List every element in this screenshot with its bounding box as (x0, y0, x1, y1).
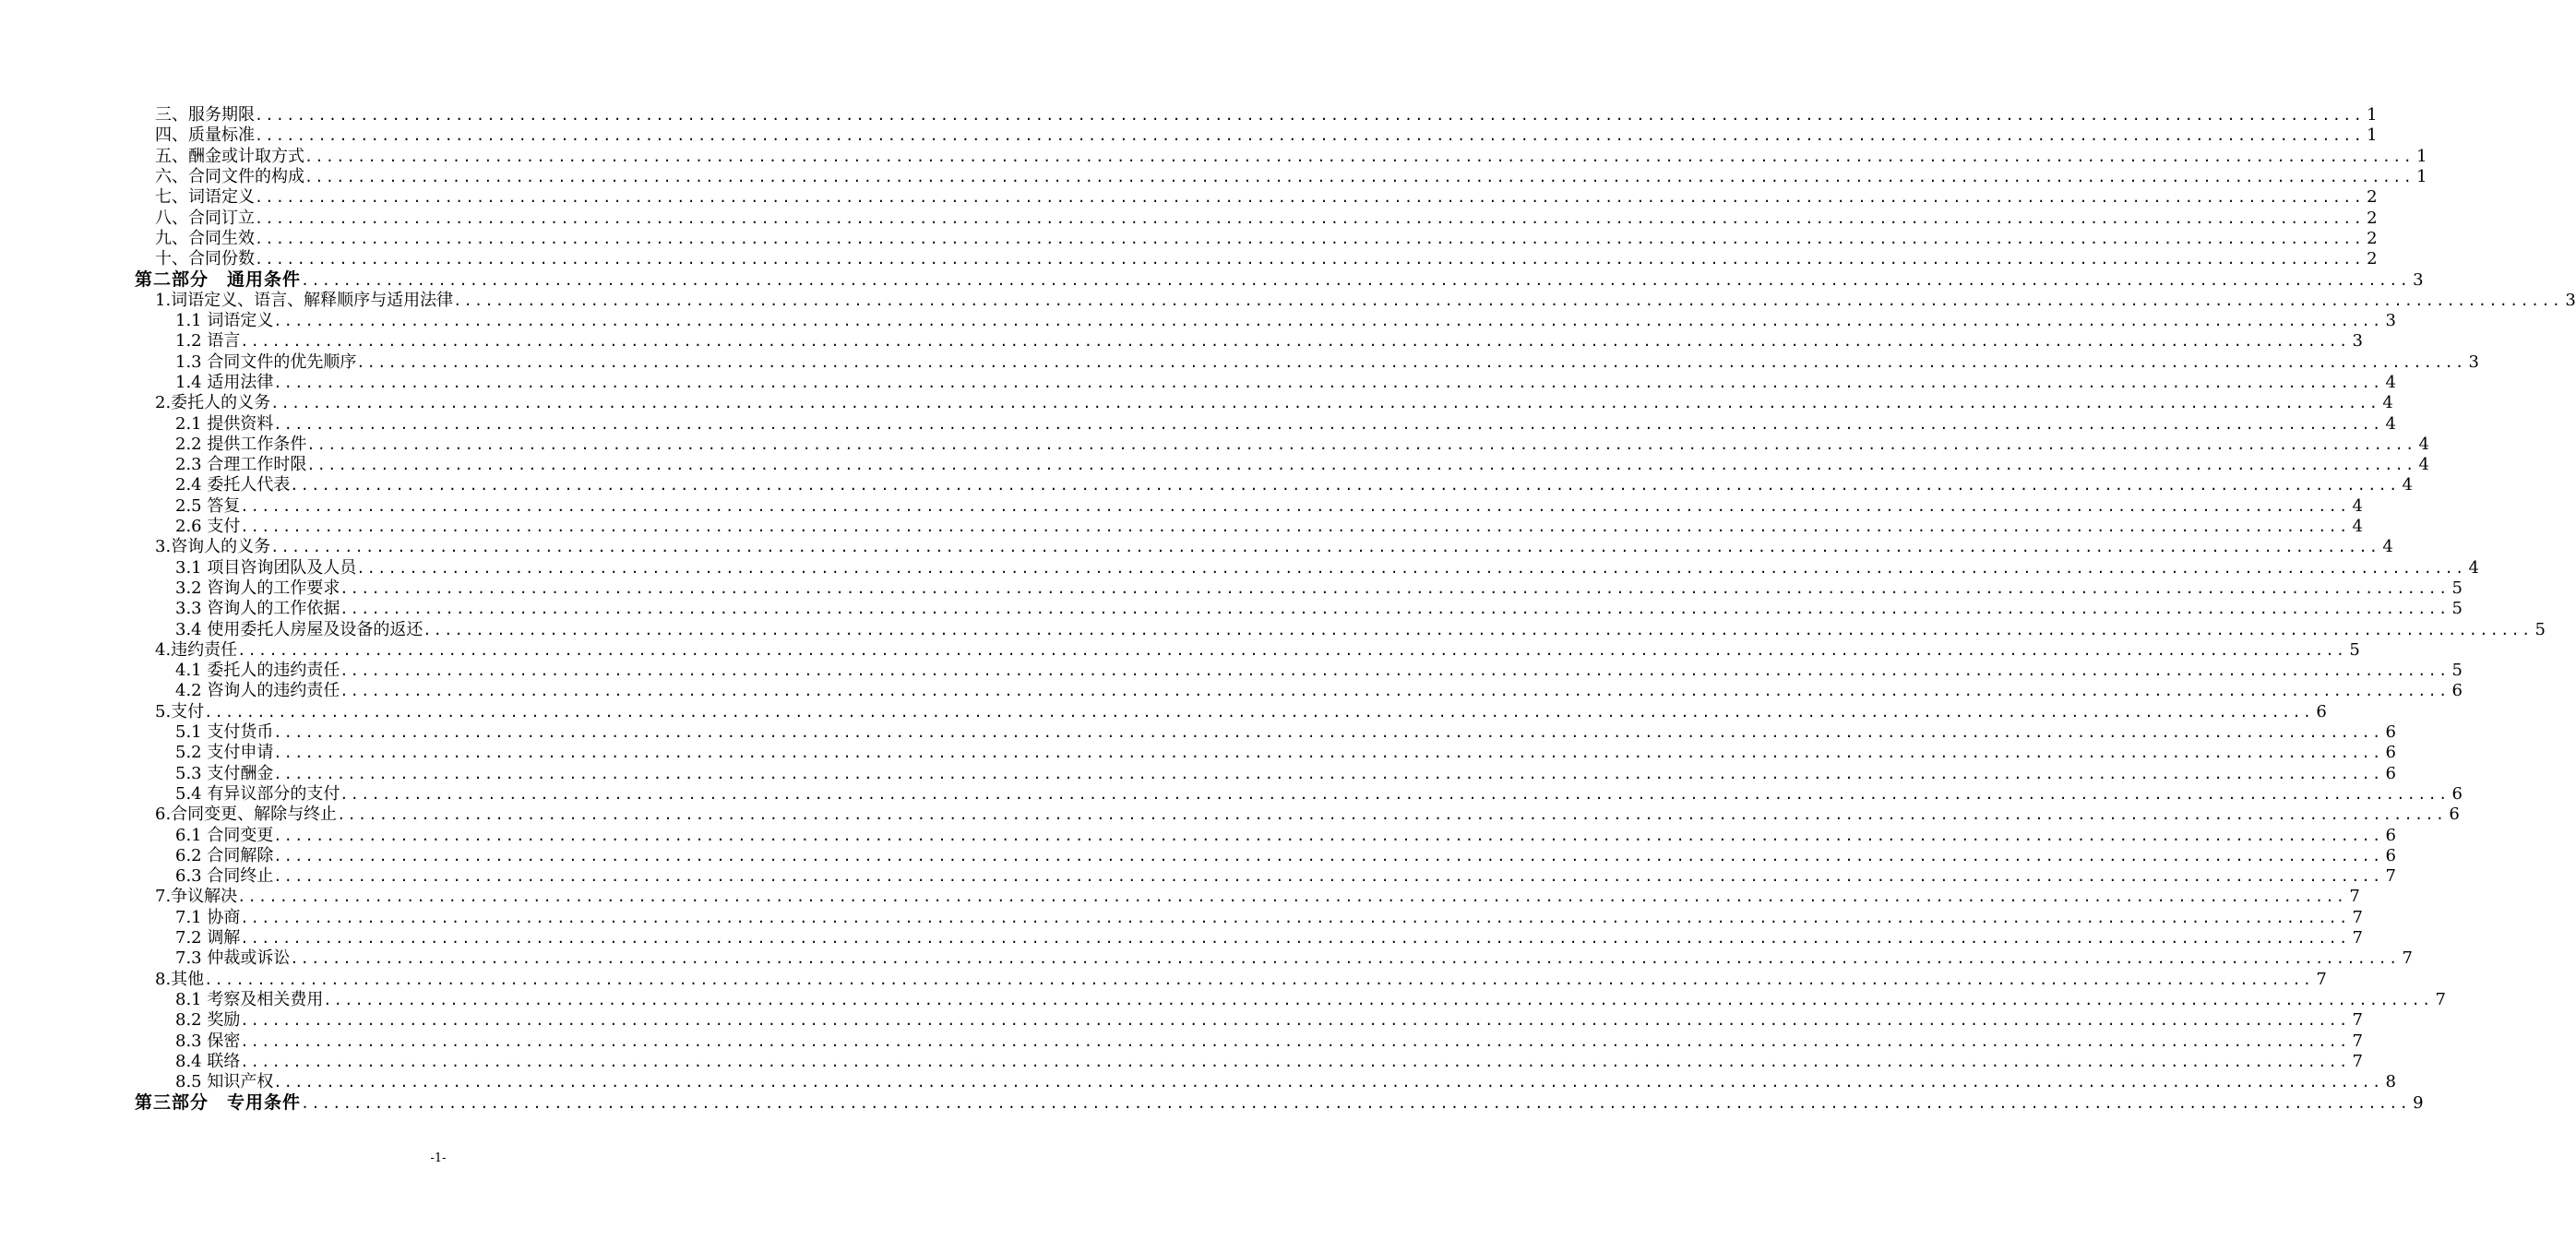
toc-entry[interactable] (175, 435, 2429, 455)
toc-entry[interactable] (175, 948, 2413, 969)
toc-entry[interactable] (175, 681, 2463, 701)
toc-entry-title: 十、合同份数 (155, 249, 255, 268)
toc-entry[interactable] (175, 1072, 2396, 1092)
toc-entry-title: 4.2 咨询人的违约责任 (175, 681, 340, 700)
toc-entry-page: 4 (2382, 537, 2393, 556)
toc-entry-title: 7.2 调解 (175, 928, 241, 948)
toc-entry-page: 6 (2451, 784, 2463, 804)
toc-dot-leader: ........................................................................................................................................................................................................ (306, 457, 2416, 473)
toc-entry-title: 8.3 保密 (175, 1031, 241, 1051)
toc-entry-page: 5 (2534, 620, 2546, 639)
toc-entry-page: 7 (2352, 1052, 2363, 1071)
toc-entry-page: 7 (2435, 990, 2446, 1009)
toc-entry-title: 8.1 考察及相关费用 (175, 990, 324, 1009)
toc-dot-leader: ........................................................................................................................................................................................................ (323, 992, 2433, 1008)
toc-entry[interactable] (175, 414, 2396, 435)
toc-entry-page: 2 (2367, 187, 2378, 207)
toc-entry[interactable] (155, 167, 2427, 187)
toc-entry-title: 1.4 适用法律 (175, 373, 274, 392)
toc-entry-page: 6 (2449, 805, 2460, 824)
toc-entry-page: 3 (2468, 352, 2479, 372)
toc-dot-leader: ........................................................................................................................................................................................................ (273, 724, 2383, 741)
toc-dot-leader: ........................................................................................................................................................................................................ (255, 231, 2365, 247)
toc-entry[interactable] (175, 620, 2546, 640)
toc-dot-leader: ........................................................................................................................................................................................................ (273, 375, 2383, 391)
toc-entry-title: 3.4 使用委托人房屋及设备的返还 (175, 620, 423, 639)
toc-entry-page: 1 (2367, 105, 2378, 125)
toc-entry-title: 8.4 联络 (175, 1052, 241, 1071)
toc-entry-title: 4.1 委托人的违约责任 (175, 661, 340, 680)
toc-entry-page: 3 (2385, 311, 2396, 330)
toc-dot-leader: ........................................................................................................................................................................................................ (340, 662, 2450, 679)
toc-entry-title: 3.2 咨询人的工作要求 (175, 578, 340, 598)
toc-entry[interactable] (175, 722, 2396, 743)
toc-entry[interactable] (155, 209, 2378, 229)
toc-entry[interactable] (175, 352, 2479, 373)
toc-entry-page: 4 (2418, 435, 2429, 454)
toc-entry-title: 七、词语定义 (155, 187, 255, 207)
toc-entry[interactable] (175, 1052, 2363, 1072)
toc-entry[interactable] (155, 537, 2393, 557)
toc-entry-title: 8.5 知识产权 (175, 1072, 274, 1091)
toc-entry-page: 6 (2316, 702, 2327, 721)
toc-dot-leader: ........................................................................................................................................................................................................ (306, 436, 2416, 453)
toc-entry-page: 2 (2367, 229, 2378, 248)
toc-entry[interactable] (175, 599, 2463, 619)
toc-entry-title: 5.4 有异议部分的支付 (175, 784, 340, 804)
toc-dot-leader: ........................................................................................................................................................................................................ (255, 107, 2365, 124)
toc-entry[interactable] (175, 990, 2446, 1010)
toc-entry[interactable] (155, 125, 2378, 146)
toc-entry[interactable] (175, 1010, 2363, 1031)
toc-entry-title: 四、质量标准 (155, 125, 255, 145)
page-number: -1- (430, 1151, 447, 1165)
toc-entry-title: 6.3 合同终止 (175, 866, 274, 886)
toc-entry-page: 4 (2385, 373, 2396, 392)
toc-entry[interactable] (155, 187, 2378, 208)
toc-entry-page: 6 (2385, 846, 2396, 865)
toc-entry-page: 7 (2352, 908, 2363, 927)
toc-entry[interactable] (175, 455, 2429, 475)
toc-entry-title: 八、合同订立 (155, 209, 255, 228)
toc-dot-leader: ........................................................................................................................................................................................................ (340, 601, 2450, 617)
toc-entry-page: 4 (2468, 558, 2479, 578)
toc-entry-page: 5 (2451, 578, 2463, 598)
toc-entry-page: 7 (2352, 1031, 2363, 1051)
toc-entry[interactable] (175, 578, 2463, 599)
toc-entry-title: 1.词语定义、语言、解释顺序与适用法律 (155, 291, 454, 310)
toc-entry-title: 2.委托人的义务 (155, 393, 271, 412)
toc-dot-leader: ........................................................................................................................................................................................................ (240, 498, 2350, 515)
toc-dot-leader: ........................................................................................................................................................................................................ (273, 1074, 2383, 1091)
toc-entry-page: 7 (2349, 887, 2360, 906)
toc-entry[interactable] (175, 661, 2463, 681)
toc-dot-leader: ........................................................................................................................................................................................................ (255, 251, 2365, 268)
toc-entry-page: 6 (2385, 826, 2396, 845)
toc-dot-leader: ........................................................................................................................................................................................................ (340, 786, 2450, 803)
toc-entry-page: 4 (2385, 414, 2396, 434)
toc-entry-page: 4 (2352, 496, 2363, 516)
toc-entry-page: 3 (2352, 331, 2363, 351)
toc-entry-page: 7 (2385, 866, 2396, 886)
toc-entry-title: 7.3 仲裁或诉讼 (175, 948, 291, 968)
toc-entry-page: 2 (2367, 249, 2378, 268)
toc-entry-title: 8.其他 (155, 970, 205, 989)
toc-dot-leader: ........................................................................................................................................................................................................ (290, 477, 2400, 494)
toc-entry[interactable] (155, 970, 2327, 990)
toc-entry[interactable] (155, 105, 2378, 125)
toc-entry-page: 4 (2352, 517, 2363, 536)
toc-dot-leader: ........................................................................................................................................................................................................ (240, 910, 2350, 926)
toc-entry[interactable] (175, 764, 2396, 784)
toc-dot-leader: ........................................................................................................................................................................................................ (240, 930, 2350, 947)
toc-entry[interactable] (175, 517, 2363, 537)
toc-entry[interactable] (175, 928, 2363, 948)
toc-entry-title: 2.4 委托人代表 (175, 475, 291, 495)
toc-entry-title: 2.2 提供工作条件 (175, 435, 307, 454)
toc-entry-title: 2.6 支付 (175, 517, 241, 536)
toc-entry[interactable] (155, 805, 2460, 825)
toc-entry[interactable] (175, 1031, 2363, 1052)
toc-entry-title: 1.3 合同文件的优先顺序 (175, 352, 357, 372)
toc-dot-leader: ........................................................................................................................................................................................................ (255, 210, 2365, 227)
toc-entry-title: 九、合同生效 (155, 229, 255, 248)
toc-dot-leader: ........................................................................................................................................................................................................ (340, 683, 2450, 699)
toc-entry-title: 7.争议解决 (155, 887, 238, 906)
toc-entry-title: 3.1 项目咨询团队及人员 (175, 558, 357, 578)
toc-entry-page: 5 (2349, 640, 2360, 660)
toc-entry-page: 3 (2413, 270, 2424, 290)
toc-entry-page: 7 (2316, 970, 2327, 989)
toc-dot-leader: ........................................................................................................................................................................................................ (301, 272, 2411, 289)
toc-dot-leader: ........................................................................................................................................................................................................ (304, 149, 2415, 165)
toc-dot-leader: ........................................................................................................................................................................................................ (356, 354, 2466, 371)
toc-entry-title: 第二部分 通用条件 (135, 269, 302, 290)
toc-entry-title: 五、酬金或计取方式 (155, 147, 304, 166)
toc-entry-title: 6.1 合同变更 (175, 826, 274, 845)
toc-dot-leader: ........................................................................................................................................................................................................ (240, 519, 2350, 535)
toc-dot-leader: ........................................................................................................................................................................................................ (273, 828, 2383, 844)
toc-entry-title: 2.5 答复 (175, 496, 241, 516)
toc-dot-leader: ........................................................................................................................................................................................................ (304, 169, 2415, 185)
toc-dot-leader: ........................................................................................................................................................................................................ (240, 1054, 2350, 1070)
toc-dot-leader: ........................................................................................................................................................................................................ (273, 745, 2383, 761)
toc-dot-leader: ........................................................................................................................................................................................................ (273, 766, 2383, 782)
toc-entry-page: 7 (2402, 948, 2413, 968)
toc-entry[interactable] (175, 558, 2479, 578)
toc-entry-title: 5.1 支付货币 (175, 722, 274, 742)
toc-entry[interactable] (155, 249, 2378, 269)
toc-entry[interactable] (175, 846, 2396, 866)
toc-entry-title: 3.咨询人的义务 (155, 537, 271, 556)
toc-entry[interactable] (155, 887, 2360, 907)
toc-dot-leader: ........................................................................................................................................................................................................ (255, 127, 2365, 144)
toc-entry[interactable] (175, 311, 2396, 331)
toc-dot-leader: ........................................................................................................................................................................................................ (204, 704, 2314, 721)
toc-entry-page: 7 (2352, 1010, 2363, 1030)
toc-dot-leader: ........................................................................................................................................................................................................ (237, 642, 2347, 659)
toc-entry[interactable] (155, 291, 2576, 311)
toc-entry-title: 1.1 词语定义 (175, 311, 274, 330)
toc-entry-title: 三、服务期限 (155, 105, 255, 125)
toc-entry-title: 6.2 合同解除 (175, 846, 274, 865)
toc-entry-page: 8 (2385, 1072, 2396, 1091)
toc-entry[interactable] (175, 331, 2363, 352)
toc-entry[interactable] (155, 147, 2427, 167)
toc-dot-leader: ........................................................................................................................................................................................................ (240, 1033, 2350, 1050)
toc-dot-leader: ........................................................................................................................................................................................................ (273, 313, 2383, 329)
toc-dot-leader: ........................................................................................................................................................................................................ (453, 292, 2563, 309)
toc-dot-leader: ........................................................................................................................................................................................................ (273, 848, 2383, 864)
toc-entry-title: 3.3 咨询人的工作依据 (175, 599, 340, 618)
toc-entry-page: 1 (2416, 147, 2427, 166)
toc-entry[interactable] (175, 743, 2396, 763)
toc-entry-page: 4 (2382, 393, 2393, 412)
toc-entry[interactable] (155, 229, 2378, 249)
toc-entry-page: 9 (2413, 1093, 2424, 1113)
toc-entry-page: 6 (2385, 764, 2396, 783)
toc-dot-leader: ........................................................................................................................................................................................................ (273, 868, 2383, 885)
toc-dot-leader: ........................................................................................................................................................................................................ (240, 333, 2350, 350)
toc-entry-title: 六、合同文件的构成 (155, 167, 304, 186)
toc-entry[interactable] (175, 826, 2396, 846)
toc-entry-page: 7 (2352, 928, 2363, 948)
toc-entry-page: 1 (2367, 125, 2378, 145)
toc-entry-page: 2 (2367, 209, 2378, 228)
toc-entry-page: 5 (2451, 599, 2463, 618)
toc-entry[interactable] (155, 640, 2360, 661)
toc-entry-title: 第三部分 专用条件 (135, 1092, 302, 1113)
toc-entry-title: 5.支付 (155, 702, 205, 721)
toc-entry[interactable] (155, 702, 2327, 722)
toc-entry-page: 6 (2451, 681, 2463, 700)
toc-entry[interactable] (175, 475, 2413, 495)
toc-entry-title: 4.违约责任 (155, 640, 238, 660)
toc-entry-title: 2.3 合理工作时限 (175, 455, 307, 474)
toc-dot-leader: ........................................................................................................................................................................................................ (204, 972, 2314, 988)
toc-entry[interactable] (175, 866, 2396, 887)
toc-entry-title: 5.3 支付酬金 (175, 764, 274, 783)
toc-entry-page: 6 (2385, 722, 2396, 742)
toc-dot-leader: ........................................................................................................................................................................................................ (270, 539, 2380, 555)
toc-entry-page: 1 (2416, 167, 2427, 186)
toc-entry-page: 4 (2418, 455, 2429, 474)
toc-entry[interactable] (175, 784, 2463, 805)
toc-dot-leader: ........................................................................................................................................................................................................ (301, 1095, 2411, 1112)
toc-entry-title: 8.2 奖励 (175, 1010, 241, 1030)
toc-dot-leader: ........................................................................................................................................................................................................ (255, 189, 2365, 206)
toc-entry-title: 5.2 支付申请 (175, 743, 274, 762)
toc-entry[interactable] (175, 496, 2363, 517)
toc-dot-leader: ........................................................................................................................................................................................................ (337, 806, 2447, 823)
toc-part-heading[interactable] (135, 269, 2424, 290)
toc-entry[interactable] (175, 908, 2363, 928)
toc-entry-title: 1.2 语言 (175, 331, 241, 351)
toc-entry[interactable] (155, 393, 2393, 413)
toc-dot-leader: ........................................................................................................................................................................................................ (237, 888, 2347, 905)
toc-entry[interactable] (175, 373, 2396, 393)
toc-dot-leader: ........................................................................................................................................................................................................ (290, 950, 2400, 967)
toc-dot-leader: ........................................................................................................................................................................................................ (356, 560, 2466, 577)
toc-entry-title: 2.1 提供资料 (175, 414, 274, 434)
toc-entry-title: 6.合同变更、解除与终止 (155, 805, 338, 824)
toc-entry-title: 7.1 协商 (175, 908, 241, 927)
toc-entry-page: 4 (2402, 475, 2413, 495)
toc-dot-leader: ........................................................................................................................................................................................................ (423, 622, 2533, 638)
toc-entry-page: 6 (2385, 743, 2396, 762)
toc-entry-page: 5 (2451, 661, 2463, 680)
toc-dot-leader: ........................................................................................................................................................................................................ (270, 395, 2380, 411)
toc-dot-leader: ........................................................................................................................................................................................................ (240, 1012, 2350, 1029)
toc-part-heading[interactable] (135, 1092, 2424, 1113)
toc-entry-page: 3 (2565, 291, 2576, 310)
toc-dot-leader: ........................................................................................................................................................................................................ (273, 416, 2383, 433)
toc-dot-leader: ........................................................................................................................................................................................................ (340, 580, 2450, 597)
